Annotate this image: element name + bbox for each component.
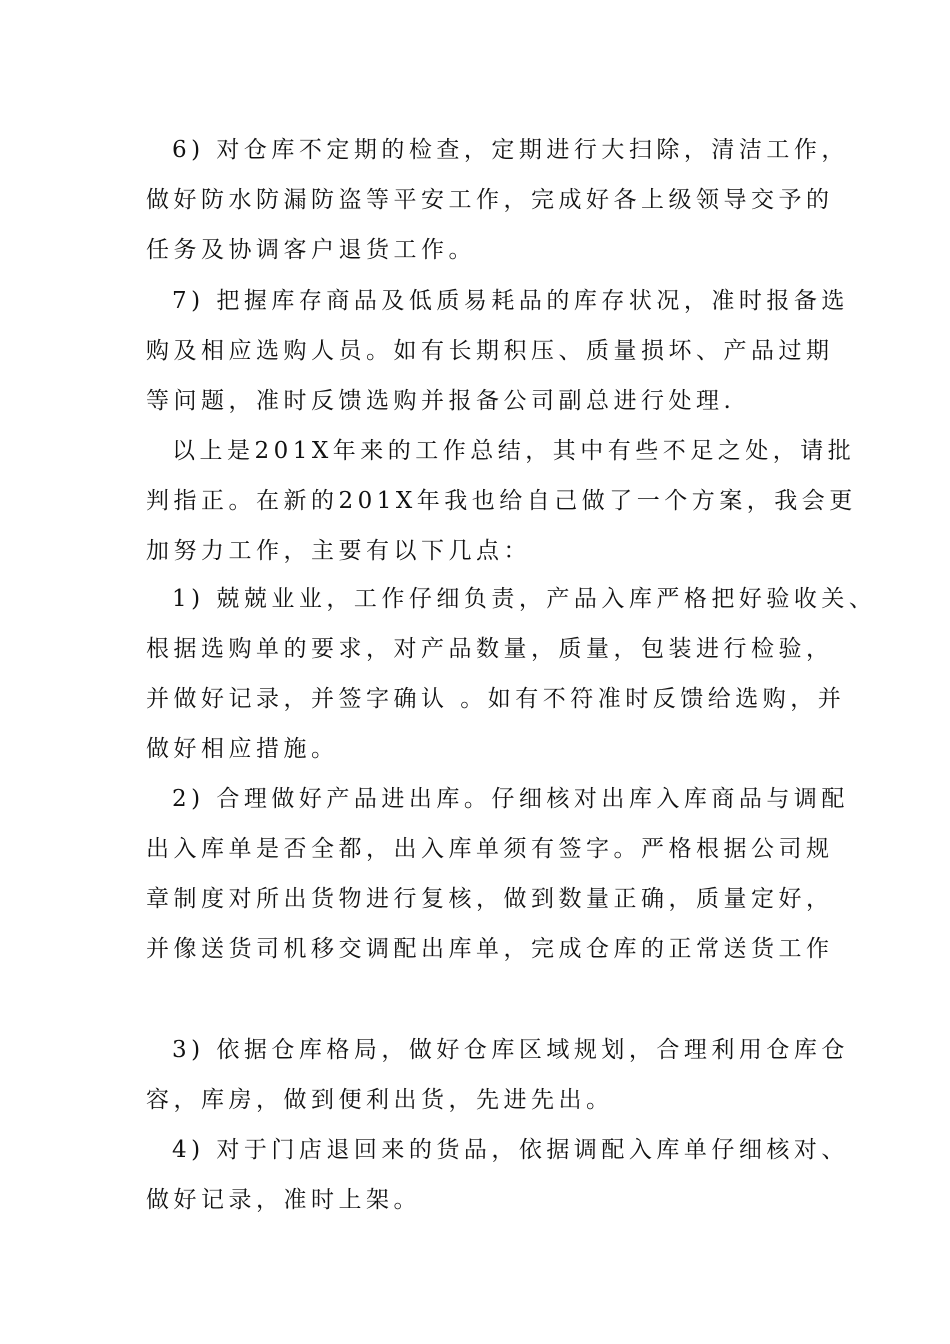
- paragraph-line: 4) 对于门店退回来的货品，依据调配入库单仔细核对、: [172, 1137, 849, 1163]
- paragraph-line: 做好防水防漏防盗等平安工作，完成好各上级领导交予的: [146, 187, 834, 213]
- paragraph-line: 章制度对所出货物进行复核，做到数量正确，质量定好，: [146, 886, 834, 912]
- paragraph-line: 做好记录，准时上架。: [146, 1187, 421, 1213]
- paragraph-line: 7) 把握库存商品及低质易耗品的库存状况，准时报备选: [172, 288, 849, 314]
- paragraph-line: 以上是201X年来的工作总结，其中有些不足之处，请批: [172, 438, 856, 464]
- paragraph-line: 6) 对仓库不定期的检查，定期进行大扫除，清洁工作，: [172, 137, 849, 163]
- paragraph-line: 并做好记录，并签字确认 。如有不符准时反馈给选购，并: [146, 686, 846, 712]
- paragraph-line: 购及相应选购人员。如有长期积压、质量损坏、产品过期: [146, 338, 834, 364]
- paragraph-line: 判指正。在新的201X年我也给自己做了一个方案，我会更: [146, 488, 857, 514]
- paragraph-line: 出入库单是否全都，出入库单须有签字。严格根据公司规: [146, 836, 834, 862]
- paragraph-line: 2) 合理做好产品进出库。仔细核对出库入库商品与调配: [172, 786, 849, 812]
- paragraph-line: 容，库房，做到便利出货，先进先出。: [146, 1087, 614, 1113]
- paragraph-line: 3) 依据仓库格局，做好仓库区域规划，合理利用仓库仓: [172, 1037, 849, 1063]
- paragraph-line: 等问题，准时反馈选购并报备公司副总进行处理.: [146, 388, 736, 414]
- paragraph-line: 加努力工作，主要有以下几点：: [146, 538, 531, 564]
- paragraph-line: 任务及协调客户退货工作。: [146, 237, 476, 263]
- paragraph-line: 根据选购单的要求，对产品数量，质量，包装进行检验，: [146, 636, 834, 662]
- paragraph-line: 并像送货司机移交调配出库单，完成仓库的正常送货工作: [146, 936, 834, 962]
- paragraph-line: 1) 兢兢业业，工作仔细负责，产品入库严格把好验收关、: [172, 586, 877, 612]
- paragraph-line: 做好相应措施。: [146, 736, 339, 762]
